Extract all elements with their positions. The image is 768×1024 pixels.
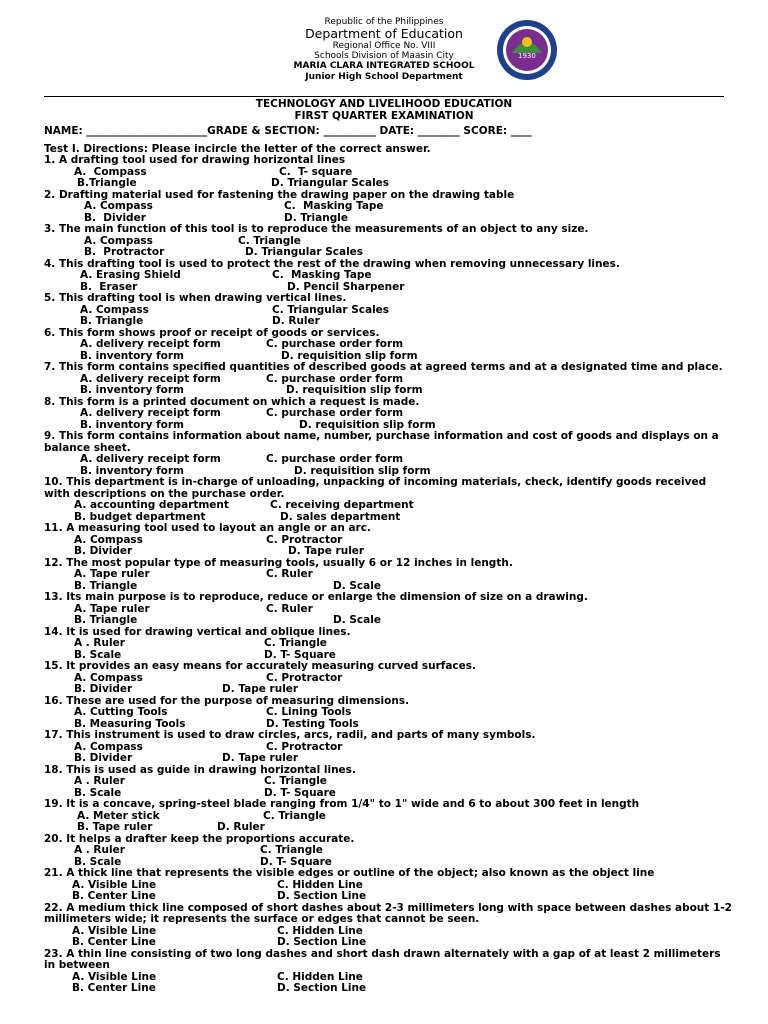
question-text: 3. The main function of this tool is to reproduce the measurements of an object to any size. [44,223,589,235]
choice-row [44,167,734,179]
answer-choice[interactable]: C. Triangle [263,809,326,822]
answer-choice[interactable]: A. delivery receipt form [80,338,221,350]
question-text: 1. A drafting tool used for drawing horizontal lines [44,154,346,166]
choice-row [44,512,734,524]
question-text: 13. Its main purpose is to reproduce, reduce or enlarge the dimension of size on a drawing. [44,591,588,603]
question-text: 8. This form is a printed document on which a request is made. [44,395,420,408]
exam-body [44,126,734,995]
question-text: 5. This drafting tool is when drawing vertical lines. [44,292,347,304]
answer-choice[interactable]: A. Tape ruler [74,602,150,615]
question-text: 6. This form shows proof or receipt of goods or services. [44,326,380,339]
answer-choice[interactable]: C. Ruler [266,602,313,615]
question-text: 21. A thick line that represents the visible edges or outline of the object; also known as the object line [44,867,655,879]
choice-row [44,719,734,731]
answer-choice[interactable]: C. Hidden Line [277,924,363,937]
choice-row [44,673,734,685]
question-text: 7. This form contains specified quantities of described goods at agreed terms and at a designated time and place. [44,361,723,373]
answer-choice[interactable]: C. Masking Tape [272,269,372,281]
choice-row [44,569,734,581]
answer-choice[interactable]: B. Measuring Tools [74,717,186,730]
choice-row [44,201,734,213]
answer-choice[interactable]: C. T- square [279,165,353,178]
question-text: 2. Drafting material used for fastening the drawing paper on the drawing table [44,188,515,201]
seal-year: 1930 [518,52,536,60]
choice-row [44,213,734,225]
choice-row [44,615,734,627]
answer-choice[interactable]: A. Cutting Tools [74,706,168,718]
answer-choice[interactable]: A. delivery receipt form [80,372,221,385]
choice-row [44,822,734,834]
answer-choice[interactable]: D. requisition slip form [294,464,431,477]
answer-choice[interactable]: B. Divider [74,752,133,764]
answer-choice[interactable]: B. Divider [74,683,133,695]
answer-choice[interactable]: A . Ruler [74,775,125,787]
answer-choice[interactable]: C. Protractor [266,671,343,684]
answer-choice[interactable]: D. Testing Tools [266,717,359,730]
choice-row [44,891,734,903]
answer-choice[interactable]: C. Lining Tools [266,706,352,718]
answer-choice[interactable]: D. Scale [333,579,381,592]
choice-row [44,316,734,328]
choice-row [44,247,734,259]
header-divider [44,96,724,97]
question-text: 22. A medium thick line composed of short dashes about 2-3 millimeters long with space between dashes about 1-2 millimeters wide; it represents the surface or edges that cannot be seen. [44,901,732,925]
answer-choice[interactable]: B. Scale [74,648,122,661]
answer-choice[interactable]: B. Triangle [74,579,138,592]
choice-row [44,466,734,478]
answer-choice[interactable]: B. Divider [74,545,133,557]
student-info-line: NAME: _______________________GRADE & SECTION: __________ DATE: ________ SCORE: ____ [44,125,532,137]
answer-choice[interactable]: B. Center Line [72,890,156,902]
answer-choice[interactable]: A. Visible Line [72,878,157,891]
choice-row [44,535,734,547]
question-text: 17. This instrument is used to draw circles, arcs, radii, and parts of many symbols. [44,729,536,741]
answer-choice[interactable]: D. Tape ruler [288,545,365,557]
question-text: 16. These are used for the purpose of measuring dimensions. [44,694,410,707]
answer-choice[interactable]: C. Hidden Line [277,970,363,983]
answer-choice[interactable]: C. Protractor [266,740,343,753]
region-line: Regional Office No. VIII [332,41,436,51]
choice-row [44,408,734,420]
department-name: Department of Education [305,26,463,41]
letterhead [0,17,768,83]
answer-choice[interactable]: B. inventory form [80,464,184,477]
answer-choice[interactable]: A. Visible Line [72,924,157,937]
question-text: 23. A thin line consisting of two long dashes and short dash drawn alternately with a gap of at least 2 millimeters in between [44,947,721,971]
answer-choice[interactable]: D. Ruler [272,315,320,327]
answer-choice[interactable]: D. requisition slip form [299,418,436,431]
answer-choice[interactable]: B. Tape ruler [77,821,153,833]
question-text: 10. This department is in-charge of unloading, unpacking of incoming materials, check, identify goods received with descriptions on the purchase order. [44,476,707,500]
exam-titles [0,99,768,122]
answer-choice[interactable]: A . Ruler [74,637,125,649]
quarter-title: FIRST QUARTER EXAMINATION [294,109,474,122]
question-text: 20. It helps a drafter keep the proportions accurate. [44,832,355,845]
school-name: MARIA CLARA INTEGRATED SCHOOL [293,61,475,71]
answer-choice[interactable]: A. Compass [80,303,149,316]
choice-row [44,684,734,696]
choice-row [44,776,734,788]
choice-row [44,420,734,432]
answer-choice[interactable]: D. Section Line [277,890,367,902]
answer-choice[interactable]: B. Center Line [72,936,156,948]
answer-choice[interactable]: D. Section Line [277,982,367,994]
answer-choice[interactable]: D. sales department [280,510,401,523]
question-text: 14. It is used for drawing vertical and oblique lines. [44,625,351,638]
answer-choice[interactable]: A. Erasing Shield [80,269,181,281]
choice-row [44,385,734,397]
answer-choice[interactable]: C. purchase order form [266,338,404,350]
choice-row [44,282,734,294]
choice-row [44,707,734,719]
subject-title: TECHNOLOGY AND LIVELIHOOD EDUCATION [255,98,513,110]
answer-choice[interactable]: C. receiving department [270,499,414,511]
answer-choice[interactable]: A. Meter stick [77,809,160,822]
answer-choice[interactable]: D. Triangle [284,211,348,224]
answer-choice[interactable]: D. Triangular Scales [245,246,364,258]
question-text: 11. A measuring tool used to layout an angle or an arc. [44,522,371,534]
question-text: 4. This drafting tool is used to protect the rest of the drawing when removing unnecessary lines. [44,257,620,270]
answer-choice[interactable]: D. Tape ruler [222,683,299,695]
choice-row [44,305,734,317]
answer-choice[interactable]: B. inventory form [80,349,184,362]
answer-choice[interactable]: D. Triangular Scales [271,177,390,189]
choice-row [44,500,734,512]
answer-choice[interactable]: B. Eraser [80,280,138,293]
answer-choice[interactable]: C. Ruler [266,568,313,580]
answer-choice[interactable]: C. Triangular Scales [272,303,390,316]
answer-choice[interactable]: A. Compass [74,533,143,546]
answer-choice[interactable]: A. Compass [84,200,153,212]
choice-row [44,650,734,662]
choice-row [44,857,734,869]
choice-row [44,638,734,650]
answer-choice[interactable]: C. Hidden Line [277,878,363,891]
answer-choice[interactable]: D. Ruler [217,821,265,833]
choice-row [44,339,734,351]
answer-choice[interactable]: A. delivery receipt form [80,453,221,465]
answer-choice[interactable]: B. inventory form [80,384,184,396]
answer-choice[interactable]: D. T- Square [264,648,336,661]
answer-choice[interactable]: D. T- Square [264,786,336,799]
choice-row [44,581,734,593]
answer-choice[interactable]: B. Protractor [84,246,165,258]
answer-choice[interactable]: D. requisition slip form [281,349,418,362]
answer-choice[interactable]: A. Compass [84,234,153,247]
choice-row [44,983,734,995]
school-seal-logo [496,19,558,81]
answer-choice[interactable]: D. Section Line [277,936,367,948]
answer-choice[interactable]: B. Center Line [72,982,156,994]
question-text: 18. This is used as guide in drawing horizontal lines. [44,763,356,776]
answer-choice[interactable]: B. Triangle [80,315,144,327]
answer-choice[interactable]: D. requisition slip form [286,384,423,396]
answer-choice[interactable]: C. purchase order form [266,453,404,465]
answer-choice[interactable]: A. Compass [74,671,143,684]
question-text: 15. It provides an easy means for accurately measuring curved surfaces. [44,660,477,672]
answer-choice[interactable]: C. purchase order form [266,407,404,419]
choice-row [44,753,734,765]
answer-choice[interactable]: C. Triangle [238,234,301,247]
answer-choice[interactable]: A . Ruler [74,844,125,856]
answer-choice[interactable]: C. Protractor [266,533,343,546]
question-list [44,155,734,995]
choice-row [44,454,734,466]
answer-choice[interactable]: C. Triangle [264,637,327,649]
answer-choice[interactable]: D. Pencil Sharpener [287,280,405,293]
answer-choice[interactable]: C. Triangle [260,844,323,856]
answer-choice[interactable]: B. Triangle [74,614,138,626]
answer-choice[interactable]: A. Tape ruler [74,568,150,580]
school-department: Junior High School Department [305,72,463,82]
answer-choice[interactable]: C. purchase order form [266,372,404,385]
republic-line: Republic of the Philippines [324,17,444,27]
choice-row [44,178,734,190]
answer-choice[interactable]: A. Compass [74,740,143,753]
answer-choice[interactable]: A. Compass [74,165,147,178]
answer-choice[interactable]: B. Scale [74,786,122,799]
choice-row [44,270,734,282]
answer-choice[interactable]: D. Scale [333,614,381,626]
answer-choice[interactable]: C. Masking Tape [284,200,384,212]
answer-choice[interactable]: D. T- Square [260,855,332,868]
answer-choice[interactable]: B. Scale [74,855,122,868]
answer-choice[interactable]: B.Triangle [77,177,137,189]
question-text: 12. The most popular type of measuring tools, usually 6 or 12 inches in length. [44,556,513,569]
answer-choice[interactable]: B. Divider [84,211,146,224]
choice-row [44,788,734,800]
choice-row [44,742,734,754]
answer-choice[interactable]: A. Visible Line [72,970,157,983]
question-text: 19. It is a concave, spring-steel blade ranging from 1/4" to 1" wide and 6 to about 300 feet in length [44,798,640,810]
answer-choice[interactable]: A. accounting department [74,499,229,511]
test-directions: Test I. Directions: Please incircle the letter of the correct answer. [44,142,431,155]
question-text: 9. This form contains information about name, number, purchase information and cost of goods and displays on a balance sheet. [44,430,719,454]
answer-choice[interactable]: B. budget department [74,510,206,523]
choice-row [44,937,734,949]
choice-row [44,546,734,558]
answer-choice[interactable]: D. Tape ruler [222,752,299,764]
answer-choice[interactable]: A. delivery receipt form [80,407,221,419]
choice-row [44,845,734,857]
answer-choice[interactable]: B. inventory form [80,418,184,431]
answer-choice[interactable]: C. Triangle [264,775,327,787]
division-line: Schools Division of Maasin City [314,51,454,61]
choice-row [44,351,734,363]
choice-row [44,604,734,616]
